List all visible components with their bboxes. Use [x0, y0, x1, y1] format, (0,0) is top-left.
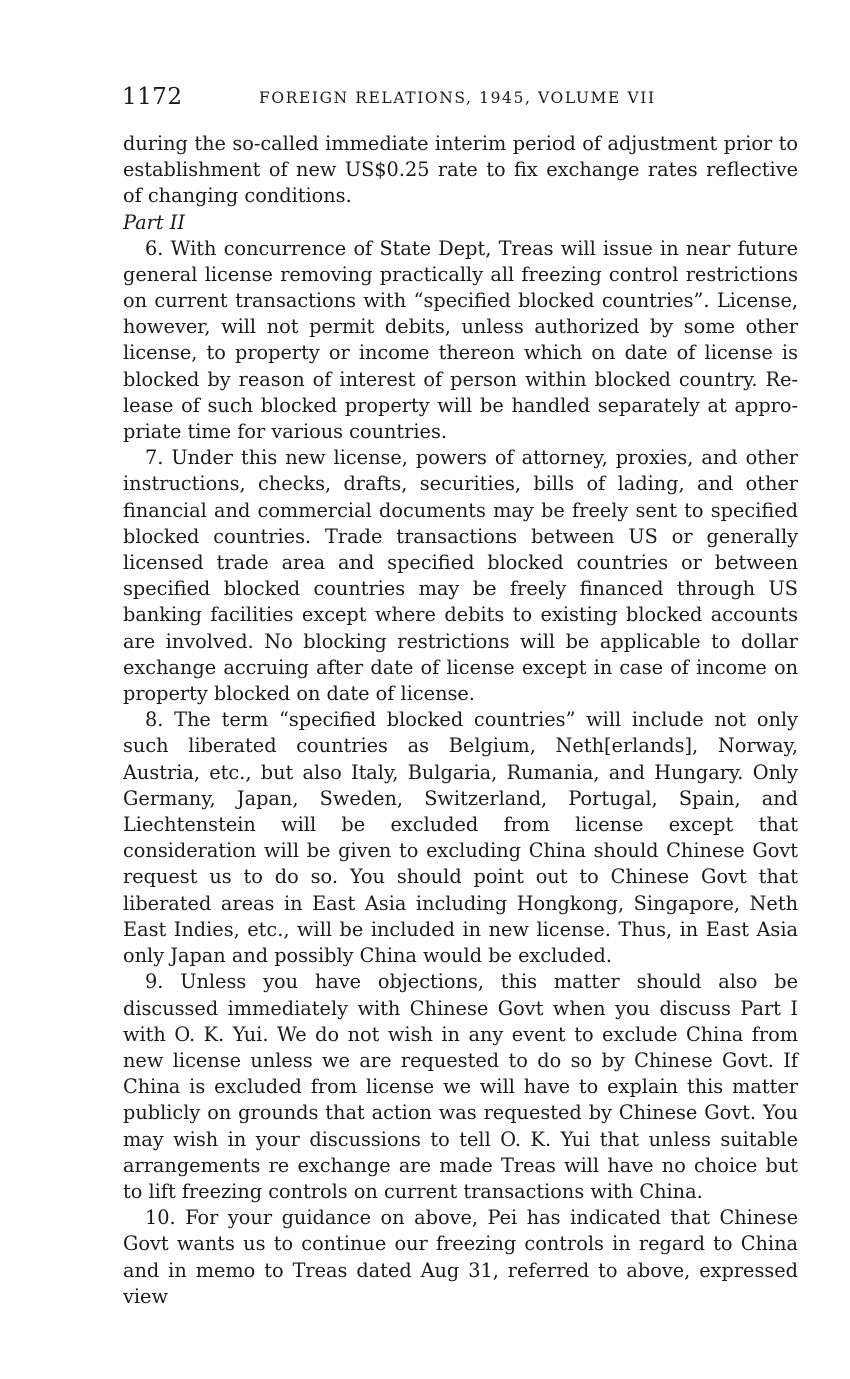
page-header [122, 84, 802, 114]
part-heading: Part II [123, 210, 185, 234]
running-head: FOREIGN RELATIONS, 1945, VOLUME VII [259, 89, 656, 107]
paragraph-10: 10. For your guidance on above, Pei has indicated that Chinese Govt wants us to continue our freezing controls in regard to China and in memo to Treas dated Aug 31, referred to above, expressed view [123, 1206, 798, 1308]
paragraph-9: 9. Unless you have objections, this matter should also be discussed immediately with Chinese Govt when you discuss Part I with O. K. Yui. We do not wish in any event to exclude China from new license unless we are requested to do so by Chinese Govt. If China is excluded from license we will have to explain this matter publicly on grounds that action was requested by Chinese Govt. You may wish in your discussions to tell O. K. Yui that unless suitable arrangements re exchange are made Treas will have no choice but to lift freezing controls on current transactions with China. [123, 970, 798, 1203]
paragraph-6: 6. With concurrence of State Dept, Treas will issue in near future general license removing practically all freezing control restrictions on current transactions with “specified blocked countries”. License, however, will not permit debits, unless authorized by some other license, to property or income thereon which on date of license is blocked by reason of interest of person within blocked country. Release of such blocked property will be handled separately at appropriate time for various countries. [123, 236, 798, 444]
paragraph-8: 8. The term “specified blocked countries” will include not only such liberated countries as Belgium, Neth[erlands], Norway, Austria, etc., but also Italy, Bulgaria, Rumania, and Hungary. Only Germany, Japan, Sweden, Switzerland, Portugal, Spain, and Liechtenstein will be excluded from license except that consideration will be given to excluding China should Chinese Govt request us to do so. You should point out to Chinese Govt that liberated areas in East Asia including Hongkong, Singapore, Neth East Indies, etc., will be included in new license. Thus, in East Asia only Japan and possibly China would be excluded. [123, 708, 798, 968]
body-text [123, 131, 798, 1310]
paragraph-7: 7. Under this new license, powers of attorney, proxies, and other instructions, checks, drafts, securities, bills of lading, and other financial and commercial documents may be freely sent to specified blocked countries. Trade transactions between US or generally licensed trade area and specified blocked countries or between specified blocked countries may be freely financed through US banking facilities except where debits to existing blocked accounts are involved. No blocking restrictions will be applicable to dollar exchange accruing after date of license except in case of income on property blocked on date of license. [123, 446, 798, 706]
page-number: 1172 [122, 84, 183, 110]
intro-continuation-paragraph: during the so-called immediate interim period of adjustment prior to establishment of new US$0.25 rate to fix exchange rates reflective of changing conditions. [123, 132, 798, 208]
